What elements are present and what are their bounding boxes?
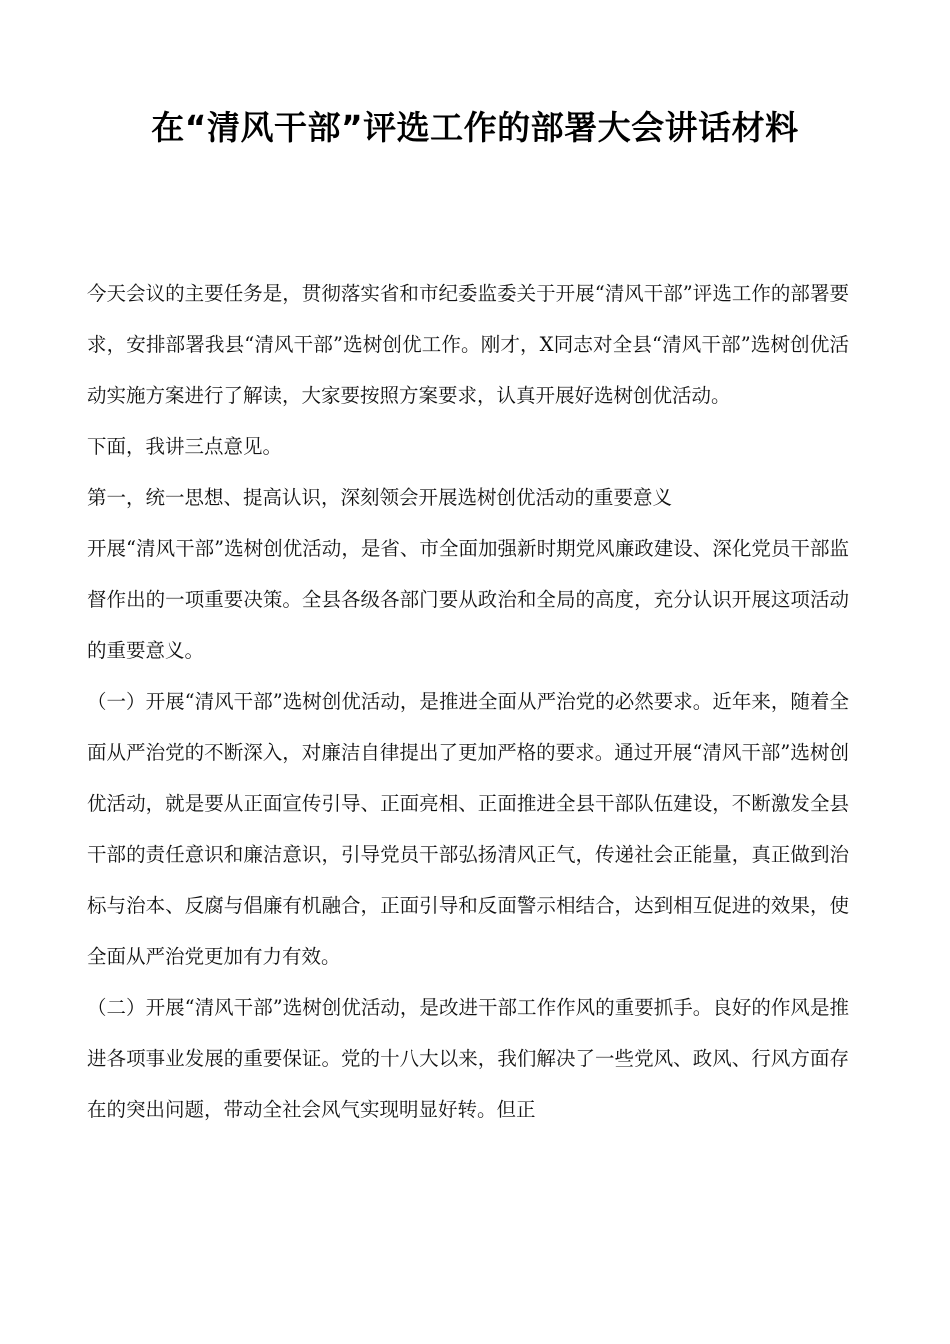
paragraph-point-two: （二）开展“清风干部”选树创优活动，是改进干部工作作风的重要抓手。良好的作风是推进各项事业发展的重要保证。党的十八大以来，我们解决了一些党风、政风、行风方面存在的突出问题，带动全社会风气实现明显好转。但正: [87, 996, 849, 1121]
document-title: 在“清风干部”评选工作的部署大会讲话材料: [151, 108, 799, 147]
paragraph-intro: 今天会议的主要任务是，贯彻落实省和市纪委监委关于开展“清风干部”评选工作的部署要求，安排部署我县“清风干部”选树创优工作。刚才，X同志对全县“清风干部”选树创优活动实施方案进行了解读，大家要按照方案要求，认真开展好选树创优活动。: [87, 282, 849, 407]
paragraph-point-one: （一）开展“清风干部”选树创优活动，是推进全面从严治党的必然要求。近年来，随着全面从严治党的不断深入，对廉洁自律提出了更加严格的要求。通过开展“清风干部”选树创优活动，就是要从正面宣传引导、正面亮相、正面推进全县干部队伍建设，不断激发全县干部的责任意识和廉洁意识，引导党员干部弘扬清风正气，传递社会正能量，真正做到治标与治本、反腐与倡廉有机融合，正面引导和反面警示相结合，达到相互促进的效果，使全面从严治党更加有力有效。: [87, 690, 849, 968]
document-body: [87, 268, 849, 1135]
paragraph-section-intro: 开展“清风干部”选树创优活动，是省、市全面加强新时期党风廉政建设、深化党员干部监督作出的一项重要决策。全县各级各部门要从政治和全局的高度，充分认识开展这项活动的重要意义。: [87, 537, 849, 662]
paragraph-transition: 下面，我讲三点意见。: [87, 435, 283, 458]
section-heading-first: 第一，统一思想、提高认识，深刻领会开展选树创优活动的重要意义: [87, 486, 673, 509]
